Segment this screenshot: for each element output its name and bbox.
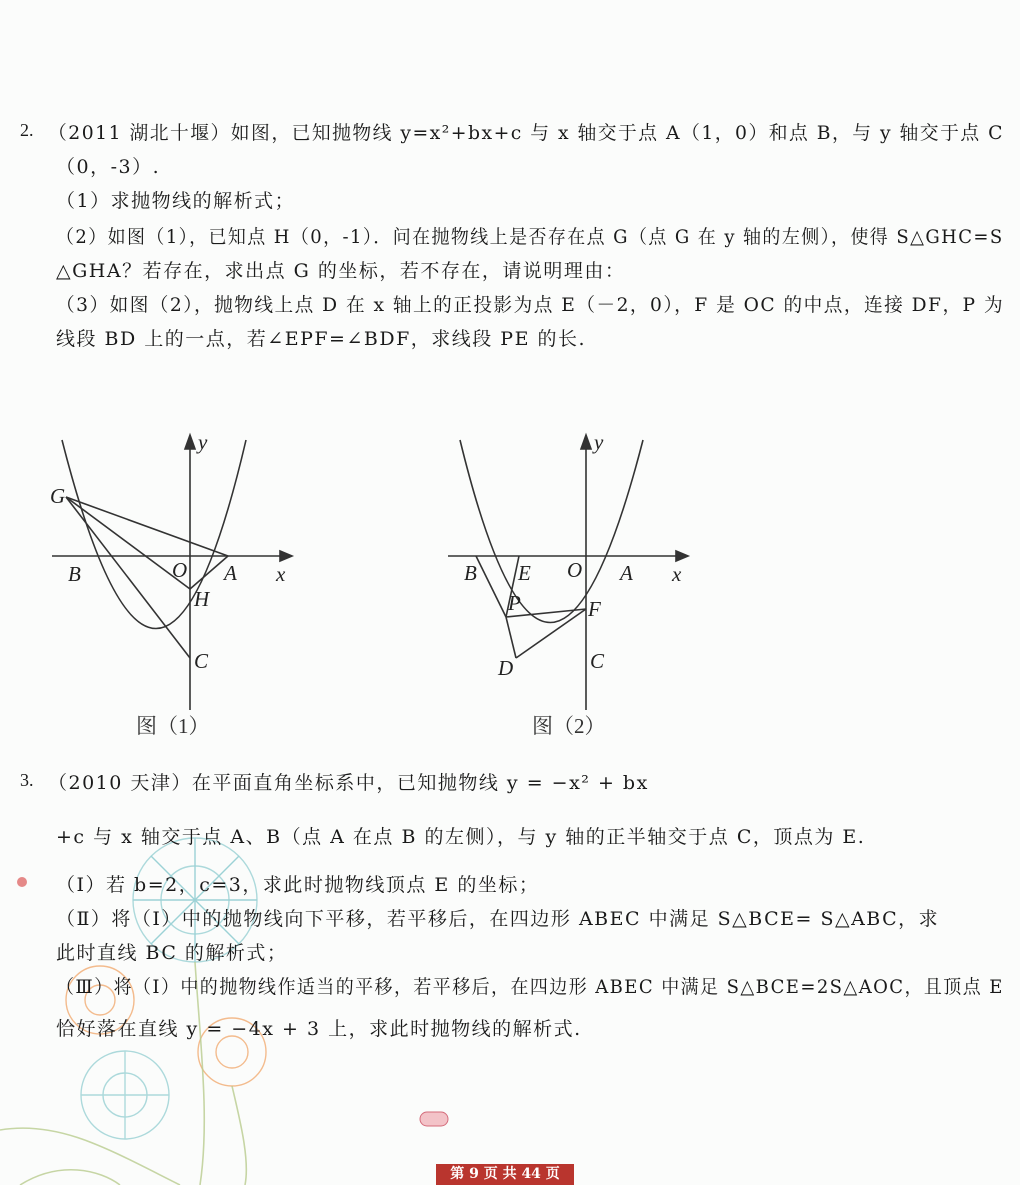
fig2-label-P: P — [508, 591, 521, 615]
fig1-caption: 图（1） — [136, 714, 210, 738]
problem2-line-1: （2011 湖北十堰）如图，已知抛物线 y=x²+bx+c 与 x 轴交于点 A（1，0）和点 B，与 y 轴交于点 C — [48, 122, 1004, 144]
fig1-label-x: x — [276, 562, 286, 586]
page-footer: 第 9 页 共 44 页 — [436, 1164, 574, 1185]
problem3-line-6: （Ⅲ）将（Ⅰ）中的抛物线作适当的平移，若平移后，在四边形 ABEC 中满足 S△BCE=2S△AOC，且顶点 E — [56, 976, 1004, 998]
fig2-caption: 图（2） — [532, 714, 606, 738]
fig2-label-C: C — [590, 649, 605, 673]
problem2-line-5: △GHA？若存在，求出点 G 的坐标，若不存在，请说明理由： — [56, 260, 626, 282]
problem2-line-4: （2）如图（1），已知点 H（0，-1）．问在抛物线上是否存在点 G（点 G 在 y 轴的左侧），使得 S△GHC=S — [56, 226, 1004, 248]
fig2-label-y: y — [594, 430, 604, 454]
fig2-label-A: A — [620, 561, 633, 585]
figure-2 — [440, 425, 720, 745]
fig2-label-O: O — [567, 558, 583, 582]
problem3-line-5: 此时直线 BC 的解析式； — [56, 942, 288, 964]
problem3-line-1: （2010 天津）在平面直角坐标系中，已知抛物线 y = −x² + bx — [48, 772, 649, 794]
fig2-label-B: B — [464, 561, 477, 585]
fig2-label-F: F — [588, 597, 601, 621]
problem2-number: 2. — [20, 120, 34, 140]
fig1-label-G: G — [50, 484, 66, 508]
fig1-label-C: C — [194, 649, 209, 673]
fig1-label-O: O — [172, 558, 188, 582]
fig1-label-B: B — [68, 562, 81, 586]
problem3-line-4: （Ⅱ）将（Ⅰ）中的抛物线向下平移，若平移后，在四边形 ABEC 中满足 S△BCE= S△ABC，求 — [56, 908, 940, 930]
problem2-line-7: 线段 BD 上的一点，若∠EPF=∠BDF，求线段 PE 的长. — [56, 328, 587, 350]
problem3-line-7: 恰好落在直线 y = −4x + 3 上，求此时抛物线的解析式. — [56, 1018, 582, 1040]
problem3-number: 3. — [20, 770, 34, 790]
fig1-label-A: A — [224, 561, 237, 585]
figure-1 — [40, 425, 320, 745]
fig1-label-y: y — [198, 430, 208, 454]
problem2-line-6: （3）如图（2），抛物线上点 D 在 x 轴上的正投影为点 E（－2，0），F 是 OC 的中点，连接 DF，P 为 — [56, 294, 1005, 316]
fig2-label-E: E — [518, 561, 531, 585]
problem2-line-3: （1）求抛物线的解析式； — [56, 190, 296, 212]
fig2-label-D: D — [498, 656, 514, 680]
problem3-line-2: +c 与 x 轴交于点 A、B（点 A 在点 B 的左侧），与 y 轴的正半轴交于点 C，顶点为 E. — [56, 826, 866, 848]
problem3-line-3: （Ⅰ）若 b=2，c=3，求此时抛物线顶点 E 的坐标； — [56, 874, 540, 896]
fig2-label-x: x — [672, 562, 682, 586]
fig1-label-H: H — [194, 587, 210, 611]
problem2-line-2: （0，-3）. — [56, 156, 161, 178]
